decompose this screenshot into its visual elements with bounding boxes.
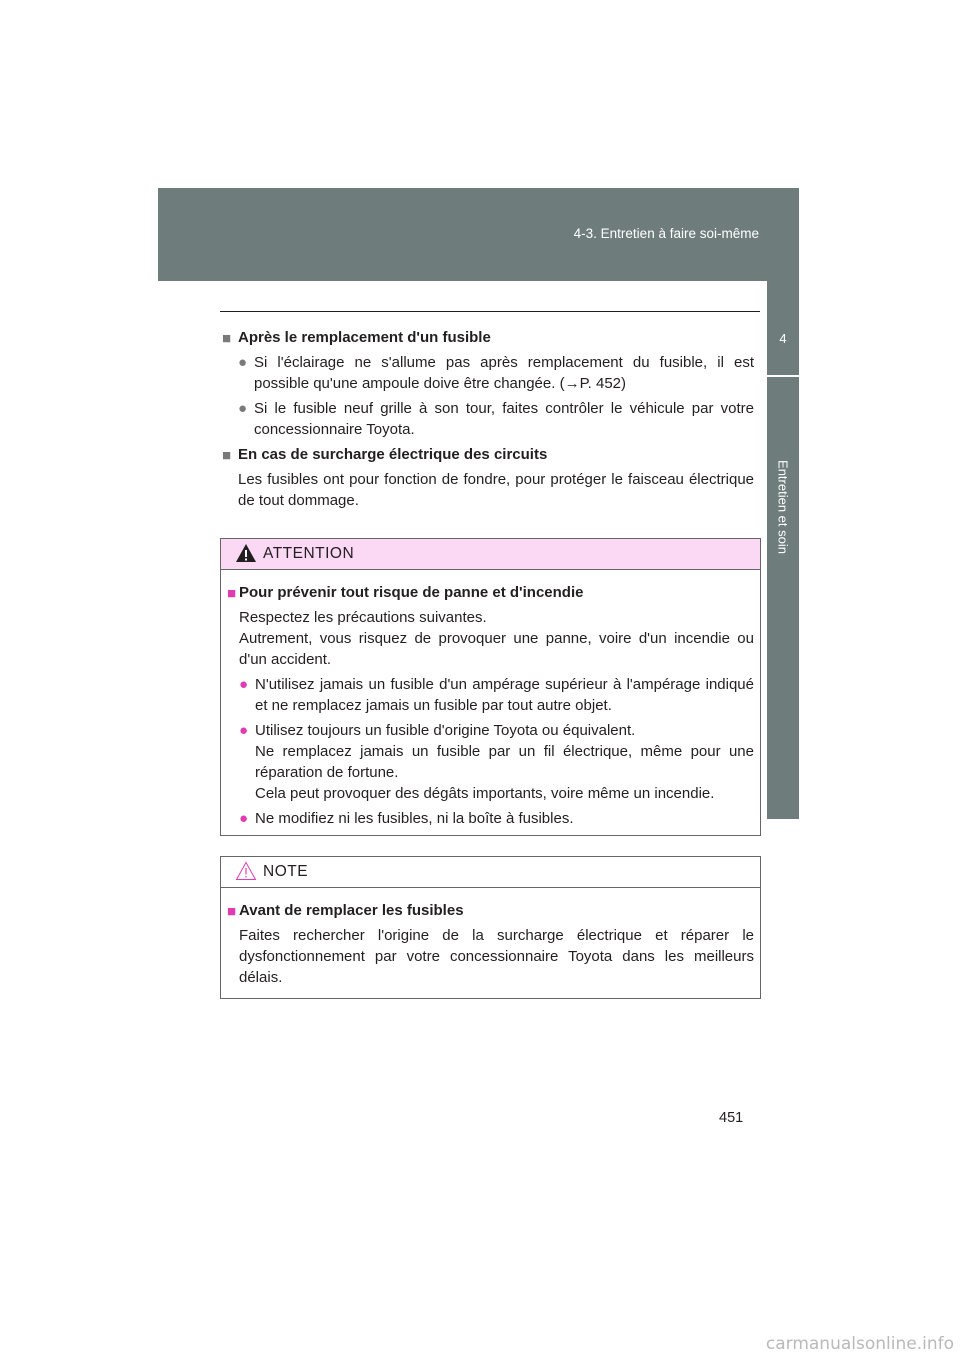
list-item: ● Ne modifiez ni les fusibles, ni la boîte à fusibles. <box>239 810 574 827</box>
note-heading: ■ Avant de remplacer les fusibles <box>227 902 464 920</box>
page-number: 451 <box>719 1110 744 1126</box>
note-title: NOTE <box>263 863 309 880</box>
note-box <box>220 856 761 999</box>
chapter-number: 4 <box>779 331 787 346</box>
section-heading: ■ En cas de surcharge électrique des circuits <box>222 446 548 464</box>
chapter-name: Entretien et soin <box>775 460 791 554</box>
attention-body <box>221 570 760 843</box>
list-item: ● Utilisez toujours un fusible d'origine Toyota ou équivalent. Ne remplacez jamais un fusible par un fil électrique, même pour une réparation de fortune. Cela peut provoquer des dégâts importants, voire même un incendie. <box>239 722 754 802</box>
circle-bullet-icon: ● <box>239 810 249 827</box>
watermark: carmanualsonline.info <box>765 1334 954 1354</box>
square-bullet-icon: ■ <box>227 903 237 920</box>
square-bullet-icon: ■ <box>222 330 232 347</box>
header-band <box>158 188 799 281</box>
chapter-tab <box>767 281 799 819</box>
section-heading: ■ Après le remplacement d'un fusible <box>222 329 491 347</box>
note-header <box>221 857 760 888</box>
warning-icon <box>235 543 257 563</box>
attention-box <box>220 538 761 836</box>
square-bullet-icon: ■ <box>227 585 237 602</box>
attention-intro: Respectez les précautions suivantes. Autrement, vous risquez de provoquer une panne, voire d'un incendie ou d'un accident. <box>239 609 754 668</box>
circle-bullet-icon: ● <box>238 354 248 371</box>
attention-title: ATTENTION <box>263 545 355 562</box>
square-bullet-icon: ■ <box>222 447 232 464</box>
circle-bullet-icon: ● <box>238 400 248 417</box>
circle-bullet-icon: ● <box>239 676 249 693</box>
top-rule <box>220 311 760 312</box>
circle-bullet-icon: ● <box>239 722 249 739</box>
list-item: ● Si l'éclairage ne s'allume pas après remplacement du fusible, il est possible qu'une ampoule doive être changée. (→P. 452) <box>238 354 754 392</box>
note-body <box>221 888 760 1002</box>
section-title: 4-3. Entretien à faire soi-même <box>573 226 759 241</box>
attention-header <box>221 539 760 570</box>
section-paragraph: Les fusibles ont pour fonction de fondre, pour protéger le faisceau électrique de tout dommage. <box>238 471 754 509</box>
note-paragraph: Faites rechercher l'origine de la surcharge électrique et réparer le dysfonctionnement par votre concessionnaire Toyota dans les meilleurs délais. <box>239 927 754 986</box>
main-content <box>222 327 754 511</box>
attention-heading: ■ Pour prévenir tout risque de panne et d'incendie <box>227 584 584 602</box>
list-item: ● N'utilisez jamais un fusible d'un ampérage supérieur à l'ampérage indiqué et ne remplacez jamais un fusible par tout autre objet. <box>239 676 754 714</box>
caution-outline-icon <box>235 861 257 881</box>
list-item: ● Si le fusible neuf grille à son tour, faites contrôler le véhicule par votre concessionnaire Toyota. <box>238 400 754 438</box>
tab-divider <box>767 375 799 377</box>
